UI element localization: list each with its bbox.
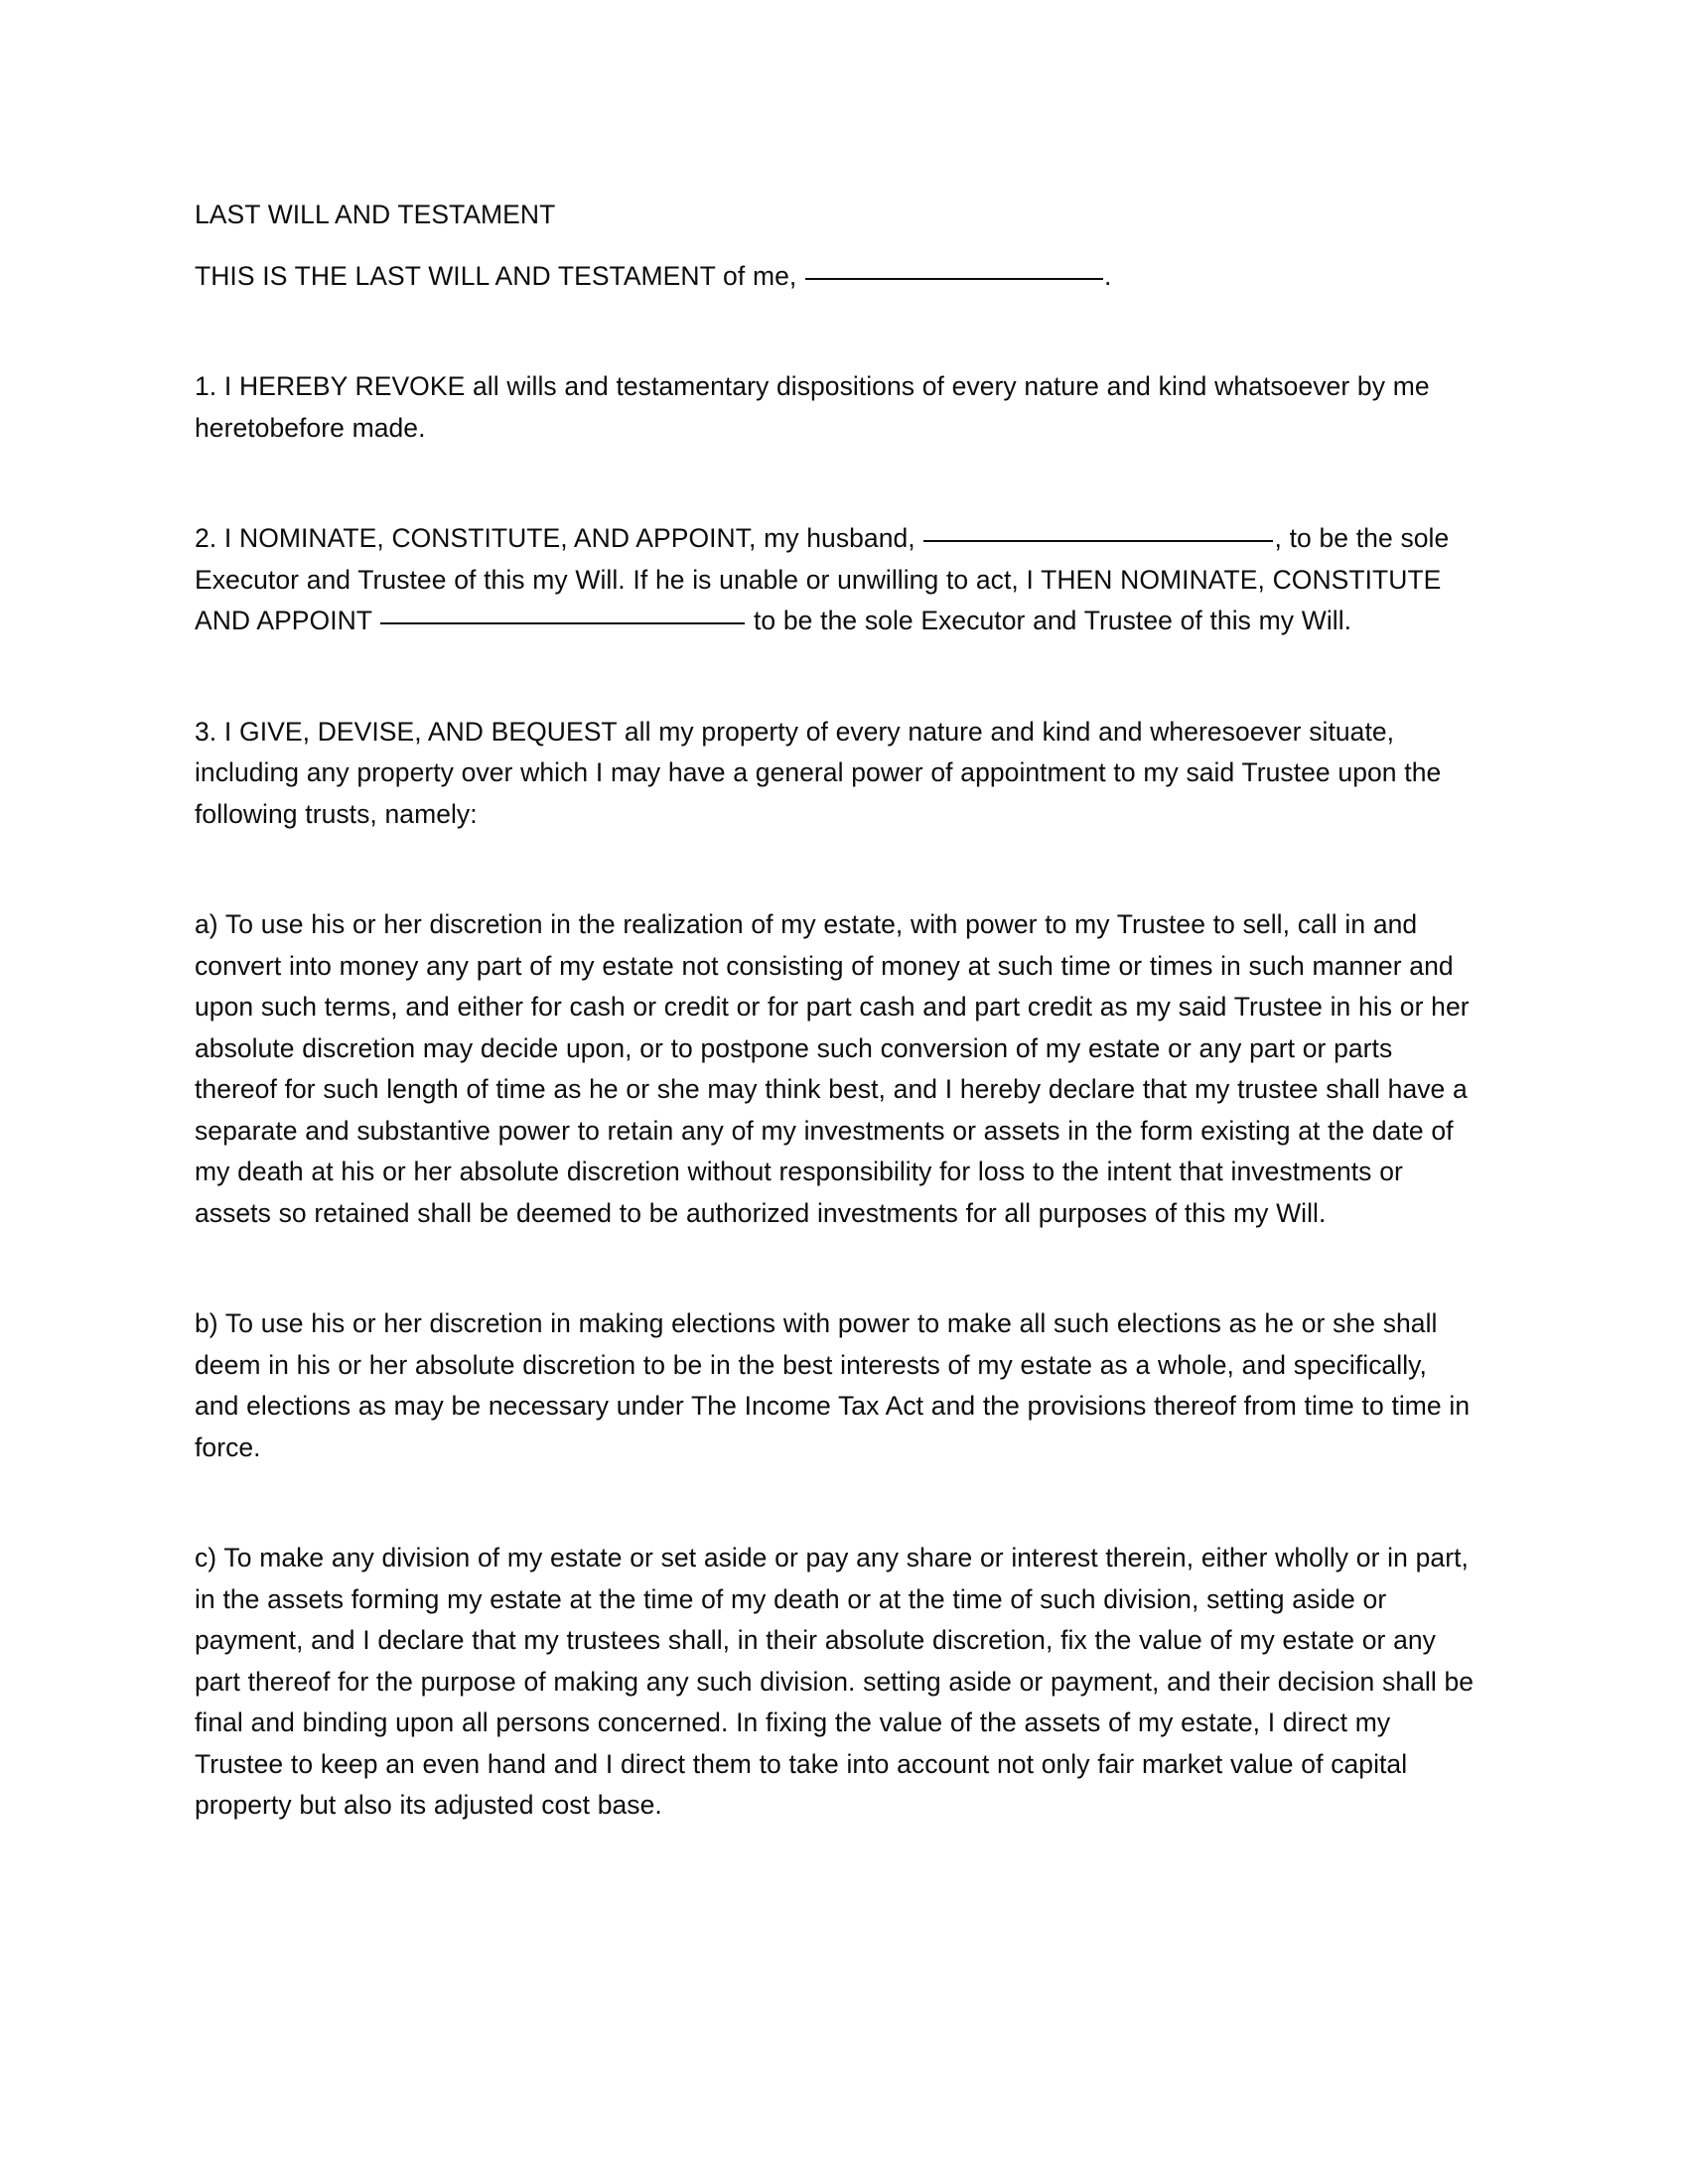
declaration-line xyxy=(195,256,1476,298)
subclause-a: a) To use his or her discretion in the realization of my estate, with power to my Trustee to sell, call in and convert into money any part of my estate not consisting of money at such time or times in such manner and upon such terms, and either for cash or credit or for part cash and part credit as my said Trustee in his or her absolute discretion may decide upon, or to postpone such conversion of my estate or any part or parts thereof for such length of time as he or she may think best, and I hereby declare that my trustee shall have a separate and substantive power to retain any of my investments or assets in the form existing at the date of my death at his or her absolute discretion without responsibility for loss to the intent that investments or assets so retained shall be deemed to be authorized investments for all purposes of this my Will. xyxy=(195,909,1470,1228)
subclause-c: c) To make any division of my estate or set aside or pay any share or interest therein, either wholly or in part, in the assets forming my estate at the time of my death or at the time of such division, setting aside or payment, and I declare that my trustees shall, in their absolute discretion, fix the value of my estate or any part thereof for the purpose of making any such division. setting aside or payment, and their decision shall be final and binding upon all persons concerned. In fixing the value of the assets of my estate, I direct my Trustee to keep an even hand and I direct them to take into account not only fair market value of capital property but also its adjusted cost base. xyxy=(195,1543,1475,1820)
clause-2-segment-3: to be the sole Executor and Trustee of this my Will. xyxy=(746,606,1352,635)
spacer xyxy=(195,236,1476,256)
subclause-b: b) To use his or her discretion in making elections with power to make all such elections as he or she shall deem in his or her absolute discretion to be in the best interests of my estate as a whole, and specifically, and elections as may be necessary under The Income Tax Act and the provisions thereof from time to time in force. xyxy=(195,1308,1471,1462)
clause-1: 1. I HEREBY REVOKE all wills and testamentary dispositions of every nature and kind whatsoever by me heretobefore made. xyxy=(195,371,1430,443)
spacer xyxy=(195,297,1476,366)
spacer xyxy=(195,449,1476,518)
executor-name-blank[interactable] xyxy=(923,540,1273,542)
document-title: LAST WILL AND TESTAMENT xyxy=(195,200,556,229)
clause-2-segment-1: 2. I NOMINATE, CONSTITUTE, AND APPOINT, my husband, xyxy=(195,523,923,553)
alternate-executor-name-blank[interactable] xyxy=(380,622,745,624)
clause-3: 3. I GIVE, DEVISE, AND BEQUEST all my property of every nature and kind and wheresoever situate, including any property over which I may have a general power of appointment to my said Trustee upon the following trusts, namely: xyxy=(195,716,1442,829)
document-body xyxy=(195,195,1476,1827)
clause-2 xyxy=(195,518,1476,642)
testator-name-blank[interactable] xyxy=(805,278,1103,280)
clause-2-segment-2: , to be the sole Executor and Trustee of this my Will. If he is unable or unwilling to act, I THEN NOMINATE, CONSTITUTE AND APPOINT xyxy=(195,523,1450,635)
spacer xyxy=(195,1234,1476,1303)
spacer xyxy=(195,835,1476,904)
spacer xyxy=(195,1468,1476,1538)
spacer xyxy=(195,642,1476,712)
declaration-text-before: THIS IS THE LAST WILL AND TESTAMENT of me, xyxy=(195,260,805,291)
declaration-text-after: . xyxy=(1104,260,1112,291)
